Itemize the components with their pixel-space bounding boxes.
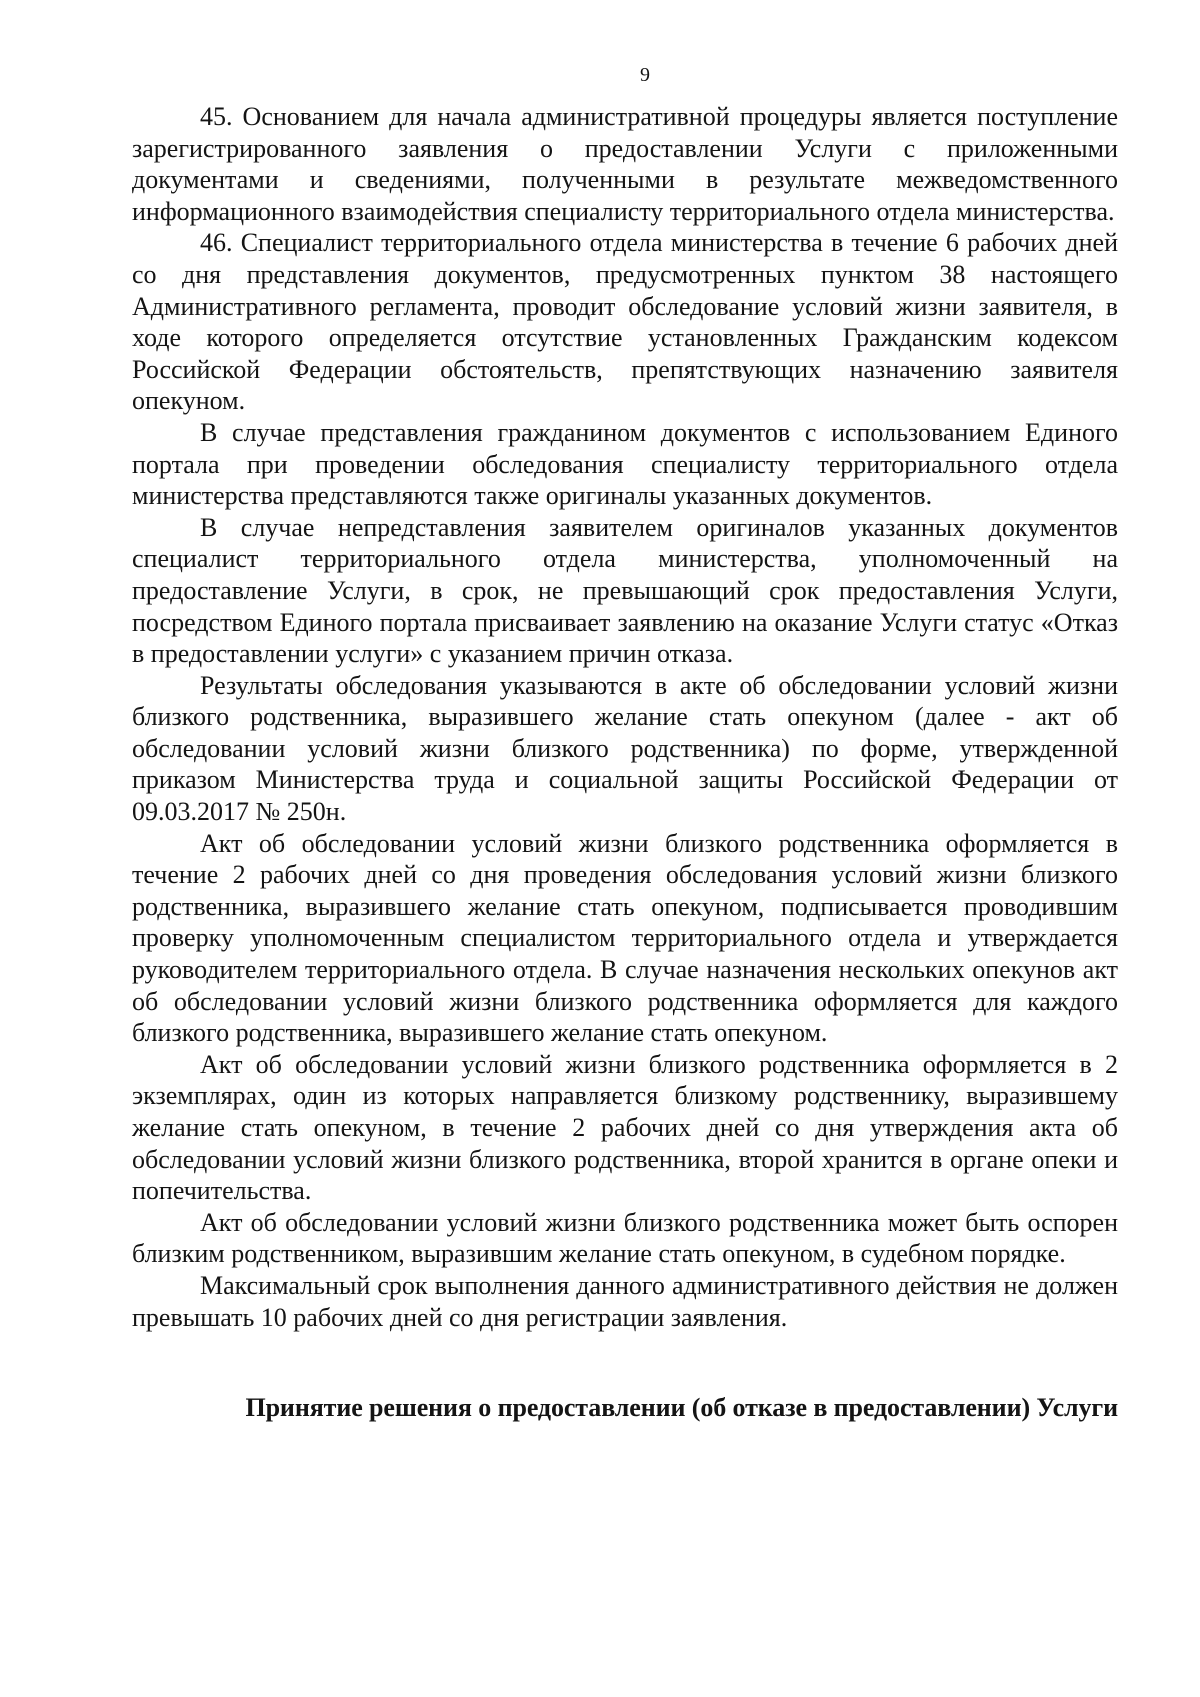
paragraph-act-appeal: Акт об обследовании условий жизни близкого родственника может быть оспорен близким родственником, выразившим желание стать опекуном, в судебном порядке. [132, 1207, 1118, 1269]
paragraph-refusal-status: В случае непредставления заявителем оригиналов указанных документов специалист территориального отдела министерства, уполномоченный на предоставление Услуги, в срок, не превышающий срок предоставления Услуги, посредством Единого портала присваивает заявлению на оказание Услуги статус «Отказ в предоставлении услуги» с указанием причин отказа. [132, 512, 1118, 669]
paragraph-45: 45. Основанием для начала административной процедуры является поступление зарегистрированного заявления о предоставлении Услуги с приложенными документами и сведениями, полученными в результате межведомственного информационного взаимодействия специалисту территориального отдела министерства. [132, 102, 1118, 226]
paragraph-portal-originals: В случае представления гражданином документов с использованием Единого портала при проведении обследования специалисту территориального отдела министерства представляются также оригиналы указанных документов. [132, 417, 1118, 511]
paragraph-inspection-results: Результаты обследования указываются в акте об обследовании условий жизни близкого родственника, выразившего желание стать опекуном (далее - акт об обследовании условий жизни близкого родственника) по форме, утвержденной приказом Министерства труда и социальной защиты Российской Федерации от 09.03.2017 № 250н. [132, 670, 1118, 827]
paragraph-act-drafting: Акт об обследовании условий жизни близкого родственника оформляется в течение 2 рабочих дней со дня проведения обследования условий жизни близкого родственника, выразившего желание стать опекуном, подписывается проводившим проверку уполномоченным специалистом территориального отдела и утверждается руководителем территориального отдела. В случае назначения нескольких опекунов акт об обследовании условий жизни близкого родственника оформляется для каждого близкого родственника, выразившего желание стать опекуном. [132, 828, 1118, 1048]
paragraph-act-copies: Акт об обследовании условий жизни близкого родственника оформляется в 2 экземплярах, один из которых направляется близкому родственнику, выразившему желание стать опекуном, в течение 2 рабочих дней со дня утверждения акта об обследовании условий жизни близкого родственника, второй хранится в органе опеки и попечительства. [132, 1049, 1118, 1206]
section-heading: Принятие решения о предоставлении (об отказе в предоставлении) Услуги [245, 1393, 1118, 1423]
page-number: 9 [640, 64, 650, 86]
paragraph-max-term: Максимальный срок выполнения данного административного действия не должен превышать 10 рабочих дней со дня регистрации заявления. [132, 1270, 1118, 1332]
paragraph-46: 46. Специалист территориального отдела министерства в течение 6 рабочих дней со дня представления документов, предусмотренных пунктом 38 настоящего Административного регламента, проводит обследование условий жизни заявителя, в ходе которого определяется отсутствие установленных Гражданским кодексом Российской Федерации обстоятельств, препятствующих назначению заявителя опекуном. [132, 228, 1118, 416]
